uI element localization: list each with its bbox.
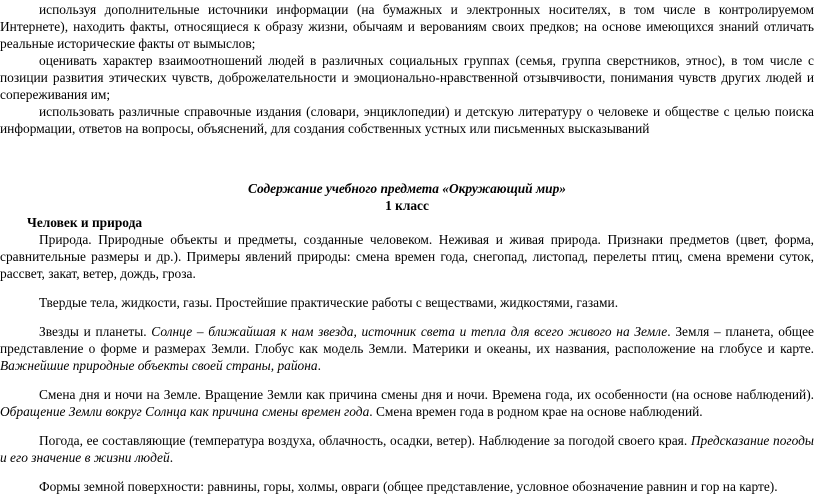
content-paragraph-substances: Твердые тела, жидкости, газы. Простейшие практические работы с веществами, жидкостями, газами. xyxy=(39,295,619,310)
topic-heading: Человек и природа xyxy=(27,215,143,230)
daynight-text-orbit: Обращение Земли вокруг Солнца как причина смены времен года xyxy=(0,404,370,419)
planets-text-a: Звезды и планеты. xyxy=(39,324,152,339)
content-paragraph-weather xyxy=(0,432,814,466)
grade-label: 1 класс xyxy=(385,198,429,213)
content-paragraph-landforms: Формы земной поверхности: равнины, горы, холмы, овраги (общее представление, условное обозначение равнин и гор на карте). xyxy=(39,479,778,494)
content-block xyxy=(0,231,814,495)
intro-paragraph-relations: оценивать характер взаимоотношений людей в различных социальных группах (семья, группа сверстников, этнос), в том числе с позиции развития этических чувств, доброжелательности и эмоционально-нравственной отзывчивости, понимания чувств других людей и сопереживания им; xyxy=(0,53,814,102)
weather-text-forecast: Предсказание погоды и его значение в жизни людей xyxy=(0,433,815,465)
section-title: Содержание учебного предмета «Окружающий мир» xyxy=(248,181,566,196)
content-paragraph-planets xyxy=(0,323,814,374)
daynight-text-c: . Смена времен года в родном крае на основе наблюдений. xyxy=(369,404,703,419)
daynight-text-a: Смена дня и ночи на Земле. Вращение Земли как причина смены дня и ночи. Времена года, их особенности (на основе наблюдений). xyxy=(39,387,814,402)
content-paragraph-nature: Природа. Природные объекты и предметы, созданные человеком. Неживая и живая природа. Признаки предметов (цвет, форма, сравнительные размеры и др.). Примеры явлений природы: смена времен года, снегопад, листопад, перелеты птиц, смена времени суток, рассвет, закат, ветер, дождь, гроза. xyxy=(0,232,814,281)
intro-block xyxy=(0,1,814,137)
planets-text-c: . Земля – планета, общее представление о форме и размерах Земли. Глобус как модель Земли. Материки и океаны, их названия, расположение на глобусе и карте. xyxy=(0,324,814,356)
planets-text-sun: Солнце – ближайшая к нам звезда, источник света и тепла для всего живого на Земле xyxy=(151,324,668,339)
planets-text-objects: Важнейшие природные объекты своей страны, района xyxy=(0,358,318,373)
planets-text-e: . xyxy=(317,358,321,373)
intro-paragraph-references: использовать различные справочные издания (словари, энциклопедии) и детскую литературу о человеке и обществе с целью поиска информации, ответов на вопросы, объяснений, для создания собственных устных или письменных высказываний xyxy=(0,104,814,136)
spacer xyxy=(0,137,814,180)
weather-text-a: Погода, ее составляющие (температура воздуха, облачность, осадки, ветер). Наблюдение за погодой своего края. xyxy=(39,433,691,448)
content-paragraph-daynight xyxy=(0,386,814,420)
intro-paragraph-sources: используя дополнительные источники информации (на бумажных и электронных носителях, в том числе в контролируемом Интернете), находить факты, относящиеся к образу жизни, обычаям и верованиям своих предков; на основе имеющихся знаний отличать реальные исторические факты от вымыслов; xyxy=(0,2,814,51)
weather-text-c: . xyxy=(169,450,174,465)
